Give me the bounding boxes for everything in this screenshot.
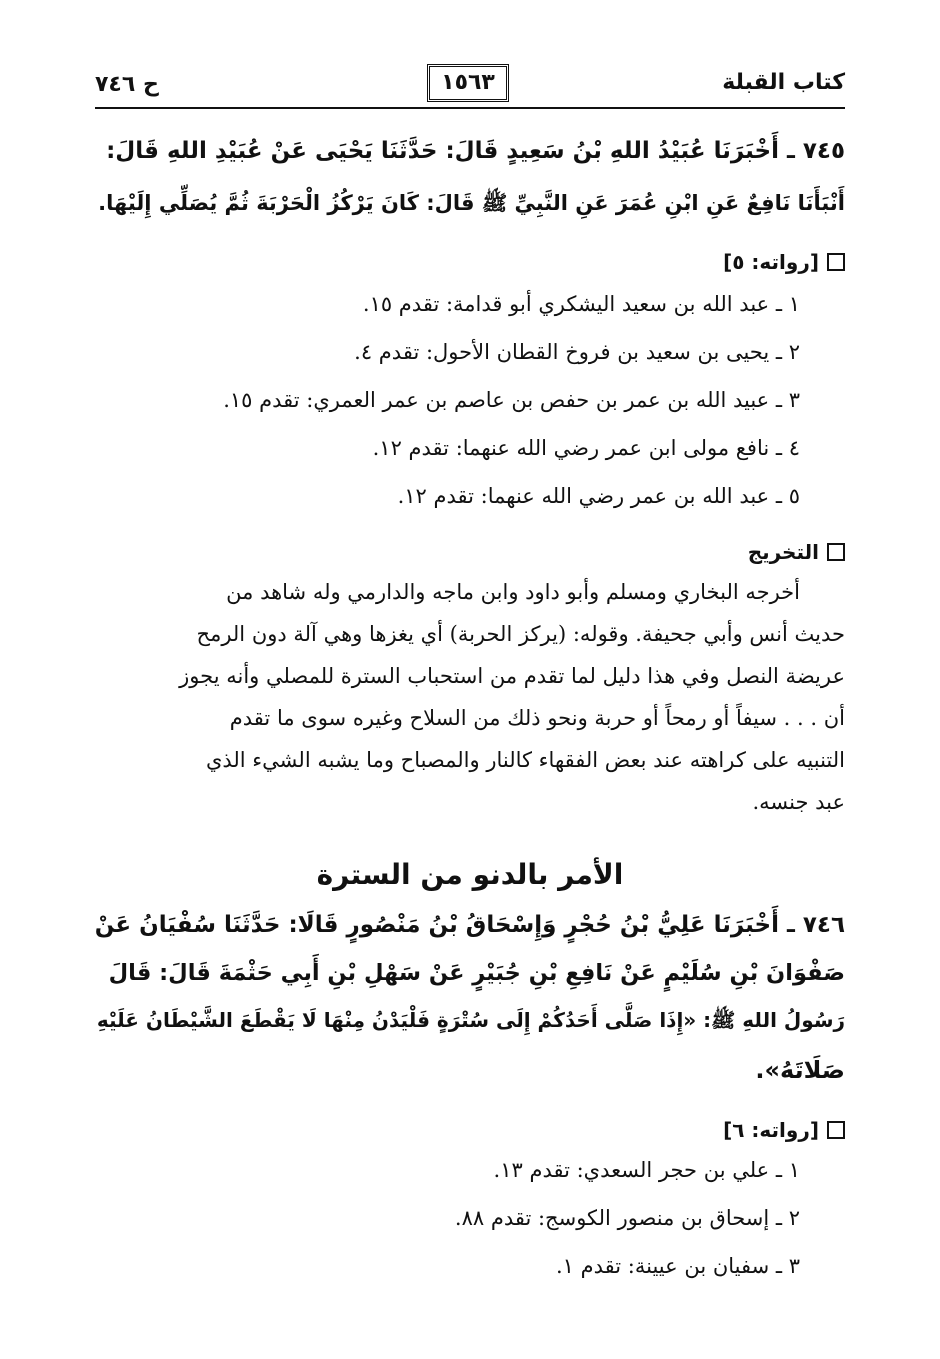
takhrij-line-2: حديث أنس وأبي جحيفة. وقوله: (يركز الحربة) أي يغزها وهي آلة دون الرمح xyxy=(196,622,845,646)
takhrij-line-5: التنبيه على كراهته عند بعض الفقهاء كالنار والمصباح وما يشبه الشيء الذي xyxy=(205,748,845,772)
chapter-heading: الأمر بالدنو من السترة xyxy=(316,858,624,891)
narrator-746-3: ٣ ـ سفيان بن عيينة: تقدم ١. xyxy=(555,1254,800,1278)
takhrij-line-4: أن . . . سيفاً أو رمحاً أو حربة ونحو ذلك من السلاح وغيره سوى ما تقدم xyxy=(229,706,845,730)
narrator-746-2: ٢ ـ إسحاق بن منصور الكوسج: تقدم ٨٨. xyxy=(454,1206,800,1230)
narrator-745-4: ٤ ـ نافع مولى ابن عمر رضي الله عنهما: تقدم ١٢. xyxy=(372,436,800,460)
hadith-746-line-3: رَسُولُ اللهِ ﷺ: «إِذَا صَلَّى أَحَدُكُمْ إِلَى سُتْرَةٍ فَلْيَدْنُ مِنْهَا لَا يَقْطَعَ الشَّيْطَانُ عَلَيْهِ xyxy=(96,1008,845,1032)
hadith-746-line-1: ٧٤٦ ـ أَخْبَرَنَا عَلِيُّ بْنُ حُجْرٍ وَإِسْحَاقُ بْنُ مَنْصُورٍ قَالَا: حَدَّثَنَا سُفْيَانُ عَنْ xyxy=(94,912,845,938)
hadith-745-line-1: ٧٤٥ ـ أَخْبَرَنَا عُبَيْدُ اللهِ بْنُ سَعِيدٍ قَالَ: حَدَّثَنَا يَحْيَى عَنْ عُبَيْدِ اللهِ قَالَ: xyxy=(106,138,845,164)
takhrij-line-6: عبد جنسه. xyxy=(752,790,845,814)
checkbox-square-icon xyxy=(827,253,845,271)
narrators-745-heading-label: [رواته: ٥] xyxy=(723,250,819,274)
hadith-746-line-4: صَلَاتَهُ». xyxy=(755,1056,845,1084)
checkbox-square-icon xyxy=(827,543,845,561)
book-title: كتاب القبلة xyxy=(722,70,845,95)
narrator-745-2: ٢ ـ يحيى بن سعيد بن فروخ القطان الأحول: تقدم ٤. xyxy=(354,340,800,364)
takhrij-heading xyxy=(748,540,845,564)
page-number: ١٥٦٣ xyxy=(427,64,509,102)
header-rule xyxy=(95,107,845,109)
narrator-745-3: ٣ ـ عبيد الله بن عمر بن حفص بن عاصم بن عمر العمري: تقدم ١٥. xyxy=(223,388,800,412)
takhrij-line-3: عريضة النصل وفي هذا دليل لما تقدم من استحباب السترة للمصلي وأنه يجوز xyxy=(179,664,845,688)
narrator-745-1: ١ ـ عبد الله بن سعيد اليشكري أبو قدامة: تقدم ١٥. xyxy=(362,292,800,316)
narrator-745-5: ٥ ـ عبد الله بن عمر رضي الله عنهما: تقدم ١٢. xyxy=(397,484,800,508)
narrators-746-heading-label: [رواته: ٦] xyxy=(723,1118,819,1142)
hadith-746-line-2: صَفْوَانَ بْنِ سُلَيْمٍ عَنْ نَافِعِ بْنِ جُبَيْرٍ عَنْ سَهْلِ بْنِ أَبِي حَثْمَةَ قَالَ: قَالَ xyxy=(108,960,845,986)
hadith-745-line-2: أَنْبَأَنَا نَافِعٌ عَنِ ابْنِ عُمَرَ عَنِ النَّبِيِّ ﷺ قَالَ: كَانَ يَرْكُزُ الْحَرْبَةَ ثُمَّ يُصَلِّي إِلَيْهَا. xyxy=(98,191,845,215)
narrator-746-1: ١ ـ علي بن حجر السعدي: تقدم ١٣. xyxy=(493,1158,800,1182)
takhrij-heading-label: التخريج xyxy=(747,540,819,564)
takhrij-line-1: أخرجه البخاري ومسلم وأبو داود وابن ماجه والدارمي وله شاهد من xyxy=(226,580,800,604)
checkbox-square-icon xyxy=(827,1121,845,1139)
narrators-745-heading xyxy=(723,250,845,274)
hadith-reference: ح ٧٤٦ xyxy=(95,72,159,97)
narrators-746-heading xyxy=(723,1118,845,1142)
